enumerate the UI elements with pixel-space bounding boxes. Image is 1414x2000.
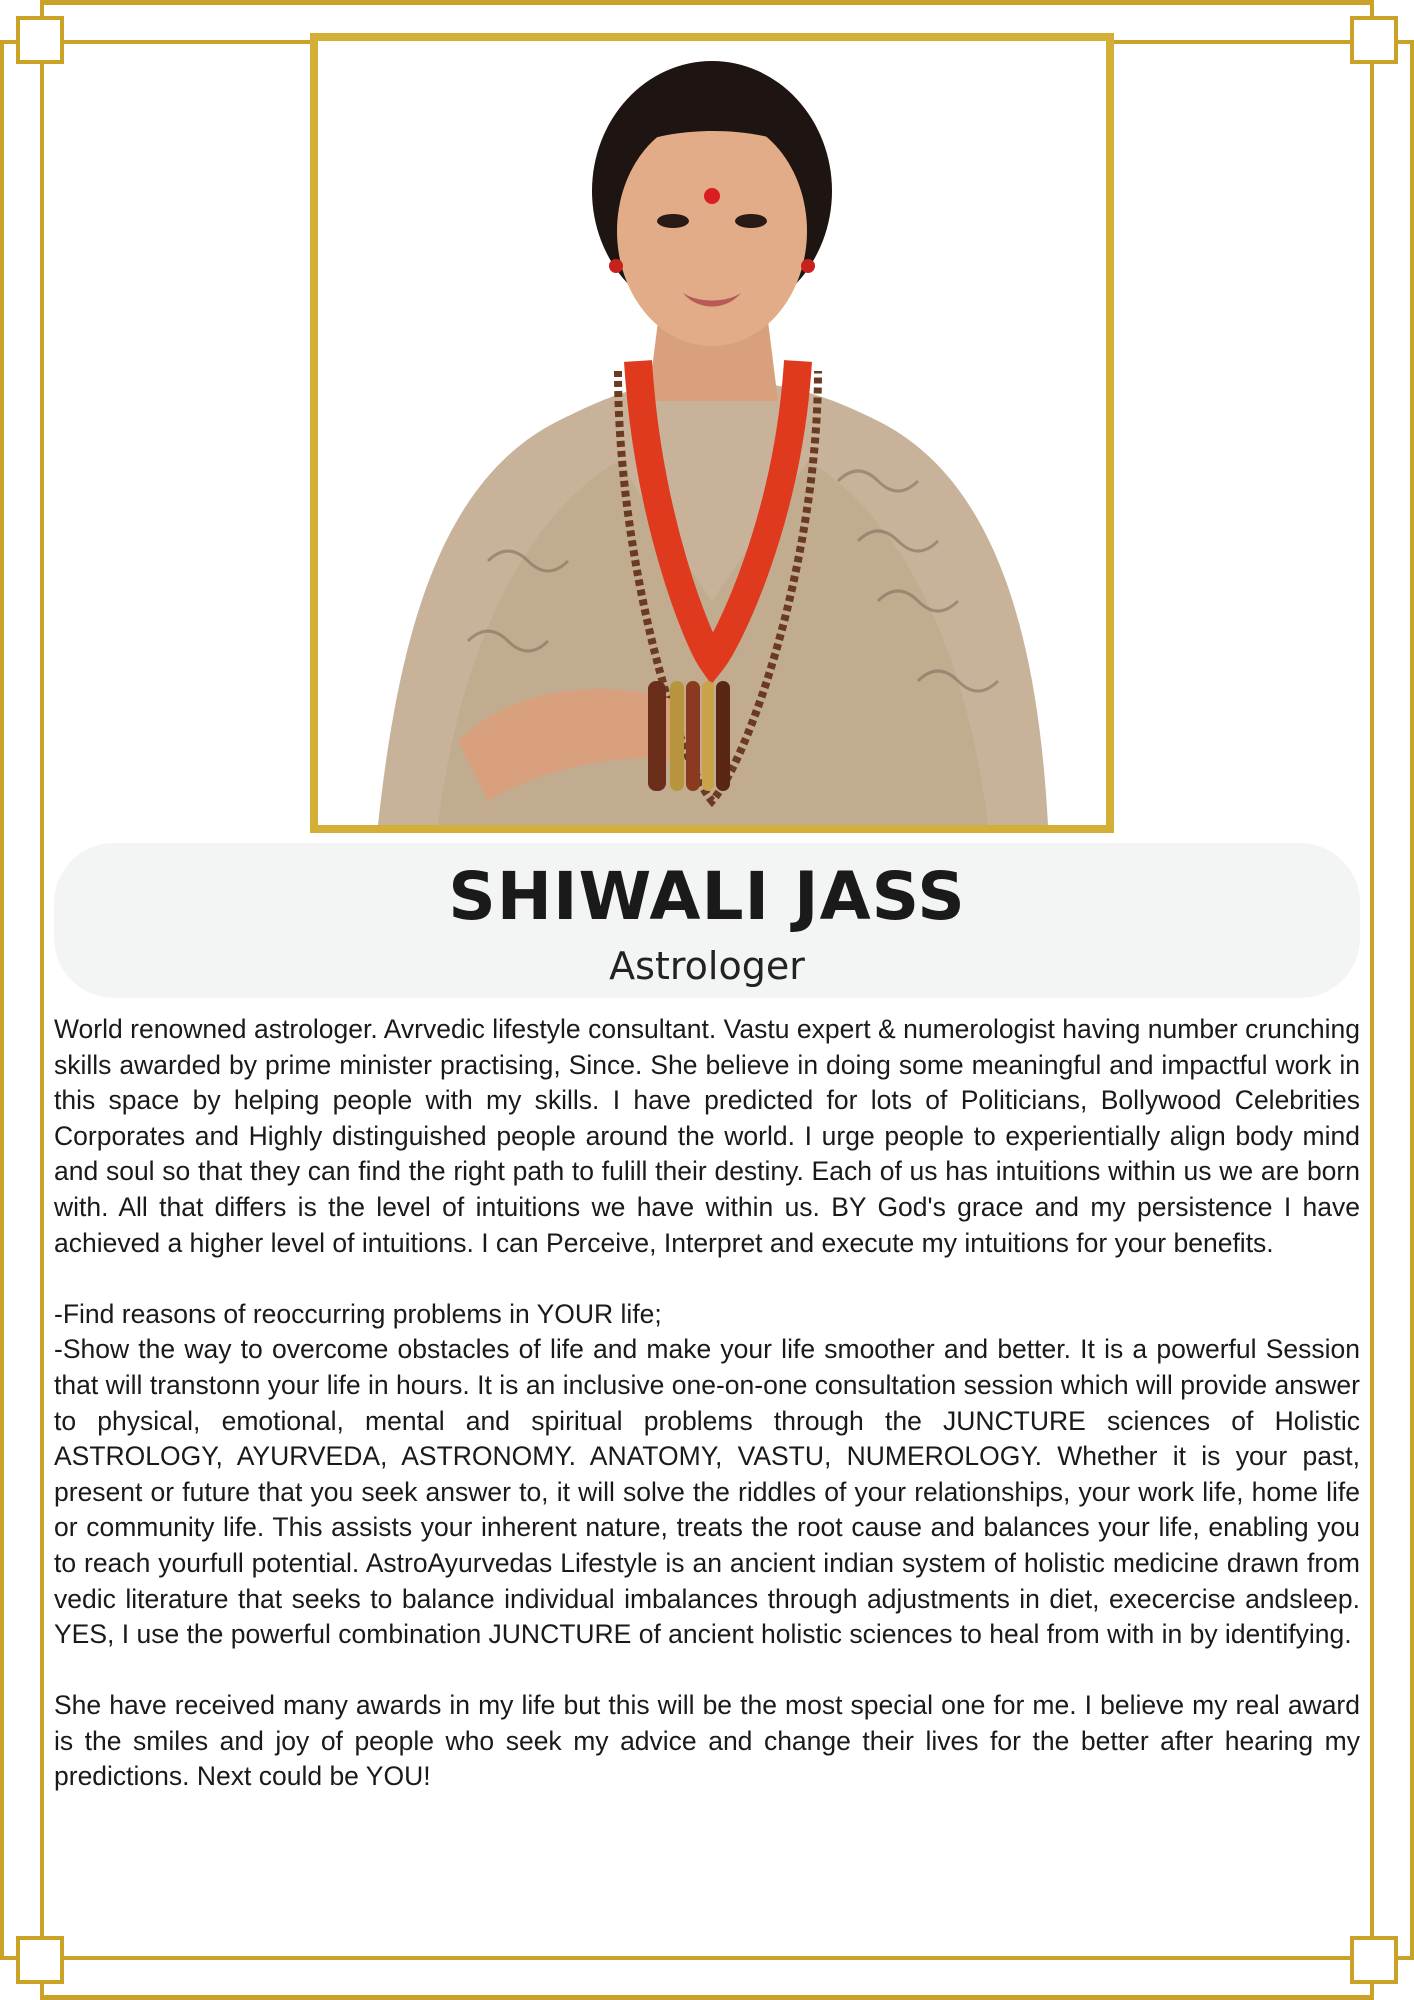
border-corner-ornament — [16, 16, 64, 64]
profile-name: SHIWALI JASS — [448, 858, 966, 935]
portrait-photo — [318, 41, 1106, 825]
profile-role: Astrologer — [609, 944, 805, 988]
bio-bullet: -Show the way to overcome obstacles of life and make your life smoother and better. It is a powerful Session that will transtonn your life in hours. It is an inclusive one-on-one consultation session which will provide answer to physical, emotional, mental and spiritual problems through the JUNCTURE sciences of Holistic ASTROLOGY, AYURVEDA, ASTRONOMY. ANATOMY, VASTU, NUMEROLOGY. Whether it is your past, present or future that you seek answer to, it will solve the riddles of your relationships, your work life, home life or community life. This assists your inherent nature, treats the root cause and balances your life, enabling you to reach yourfull potential. AstroAyurvedas Lifestyle is an ancient indian system of holistic medicine drawn from vedic literature that seeks to balance individual imbalances through adjustments in diet, execercise andsleep. YES, I use the powerful combination JUNCTURE of ancient holistic sciences to heal from with in by identifying. — [54, 1334, 1360, 1650]
bio-section — [54, 1012, 1360, 1831]
border-corner-ornament — [16, 1936, 64, 1984]
bio-bullet: -Find reasons of reoccurring problems in YOUR life; — [54, 1298, 662, 1329]
bio-paragraph: She have received many awards in my life but this will be the most special one for me. I believe my real award is the smiles and joy of people who seek my advice and change their lives for the better after hearing my predictions. Next could be YOU! — [54, 1690, 1360, 1792]
portrait-frame — [310, 33, 1114, 833]
border-corner-ornament — [1350, 16, 1398, 64]
border-corner-ornament — [1350, 1936, 1398, 1984]
bio-paragraph: World renowned astrologer. Avrvedic lifestyle consultant. Vastu expert & numerologist having number crunching skills awarded by prime minister practising, Since. She believe in doing some meaningful and impactful work in this space by helping people with my skills. I have predicted for lots of Politicians, Bollywood Celebrities Corporates and Highly distinguished people around the world. I urge people to experientially align body mind and soul so that they can find the right path to fulill their destiny. Each of us has intuitions within us we are born with. All that differs is the level of intuitions we have within us. BY God's grace and my persistence I have achieved a higher level of intuitions. I can Perceive, Interpret and execute my intuitions for your benefits. — [54, 1014, 1360, 1258]
